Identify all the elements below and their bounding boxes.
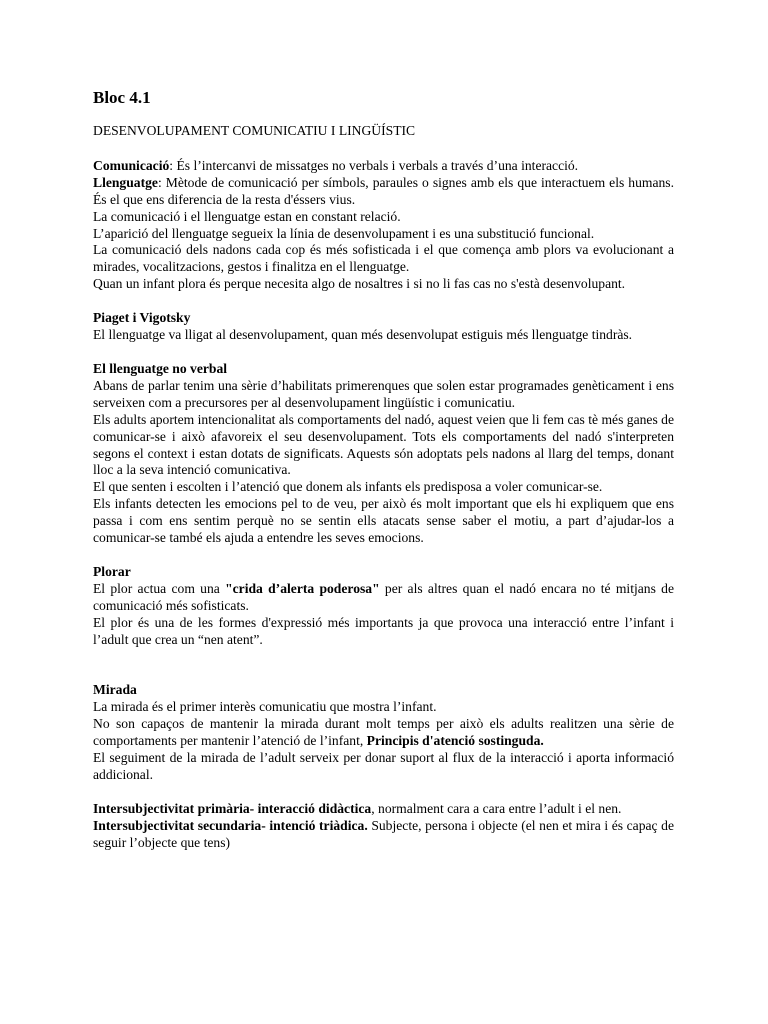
mirada-emphasis: Principis d'atenció sostinguda. [366,733,544,749]
page-title: Bloc 4.1 [93,88,151,107]
section-heading-piaget: Piaget i Vigotsky [93,310,191,326]
secundaria-term: Intersubjectivitat secundaria- intenció triàdica. [93,817,368,833]
primaria-text: , normalment cara a cara entre l’adult i el nen. [371,800,622,816]
comunicacio-text: : És l’intercanvi de missatges no verbals i verbals a través d’una interacció. [169,157,579,173]
plorar-text-a: El plor actua com una [93,580,226,596]
intro-paragraph-4: Quan un infant plora és perque necesita algo de nosaltres i si no li fas cas no s'està desenvolupant. [93,276,626,292]
no-verbal-paragraph-1: Abans de parlar tenim una sèrie d’habilitats primerenques que solen estar programades genèticament i ens serveixen com a precursores per al desenvolupament lingüístic i comunicatiu. [93,377,674,410]
no-verbal-paragraph-4: Els infants detecten les emocions pel to de veu, per això és molt important que els hi expliquem que ens passa i com ens sentim perquè no se sentin ells atacats sense saber el motiu, a part d’ajudar-los a comunicar-se també els ajuda a entendre les seves emocions. [93,496,674,546]
mirada-text-a: No son capaços de mantenir la mirada durant molt temps per això els adults realitzen una sèrie de comportaments per mantenir l’atenció de l’infant, [93,716,674,749]
mirada-paragraph-2 [93,716,674,750]
comunicacio-term: Comunicació [93,157,170,173]
intersubjectivitat-secundaria [93,818,674,852]
plorar-paragraph-2: El plor és una de les formes d'expressió més importants ja que provoca una interacció entre l’infant i l’adult que crea un “nen atent”. [93,614,674,647]
llenguatge-text: : Mètode de comunicació per símbols, paraules o signes amb els que interactuem els humans. És el que ens diferencia de la resta d'éssers vius. [93,174,674,207]
no-verbal-paragraph-3: El que senten i escolten i l’atenció que donem als infants els predisposa a voler comunicar-se. [93,479,603,495]
section-heading-no-verbal: El llenguatge no verbal [93,360,228,376]
intro-paragraph-2: L’aparició del llenguatge segueix la línia de desenvolupament i es una substitució funcional. [93,225,595,241]
plorar-emphasis: "crida d’alerta poderosa" [225,580,380,596]
secundaria-text: Subjecte, persona i objecte (el nen et mira i és capaç de seguir l’objecte que tens) [93,817,674,850]
intro-paragraph-1: La comunicació i el llenguatge estan en constant relació. [93,208,401,224]
mirada-paragraph-3: El seguiment de la mirada de l’adult serveix per donar suport al flux de la interacció i aporta informació addicional. [93,750,674,782]
intersubjectivitat-primaria [93,801,674,818]
document-content [93,88,674,852]
llenguatge-term: Llenguatge [93,174,158,190]
plorar-paragraph-1 [93,581,674,615]
intro-paragraph-3: La comunicació dels nadons cada cop és més sofisticada i el que comença amb plors va evolucionant a mirades, vocalitzacions, gestos i finalitza en el llenguatge. [93,242,674,275]
comunicacio-definition [93,158,674,175]
section-heading-plorar: Plorar [93,563,131,579]
page-subtitle: DESENVOLUPAMENT COMUNICATIU I LINGÜÍSTIC [93,123,416,138]
plorar-text-c: per als altres quan el nadó encara no té mitjans de comunicació més sofisticats. [93,580,674,613]
llenguatge-definition [93,175,674,209]
mirada-paragraph-1: La mirada és el primer interès comunicatiu que mostra l’infant. [93,699,437,715]
section-heading-mirada: Mirada [93,682,137,698]
no-verbal-paragraph-2: Els adults aportem intencionalitat als comportaments del nadó, aquest veien que li fem cas tè més ganes de comunicar-se i això afavoreix el seu desenvolupament. Tots els comportaments del nadó s'interpreten segons el context i estan dotats de significats. Aquests són adoptats pels nadons al llarg del temps, donant lloc a la seva intenció comunicativa. [93,411,674,478]
piaget-paragraph-1: El llenguatge va lligat al desenvolupament, quan més desenvolupat estiguis més llenguatge tindràs. [93,327,633,343]
primaria-term: Intersubjectivitat primària- interacció didàctica [93,800,372,816]
